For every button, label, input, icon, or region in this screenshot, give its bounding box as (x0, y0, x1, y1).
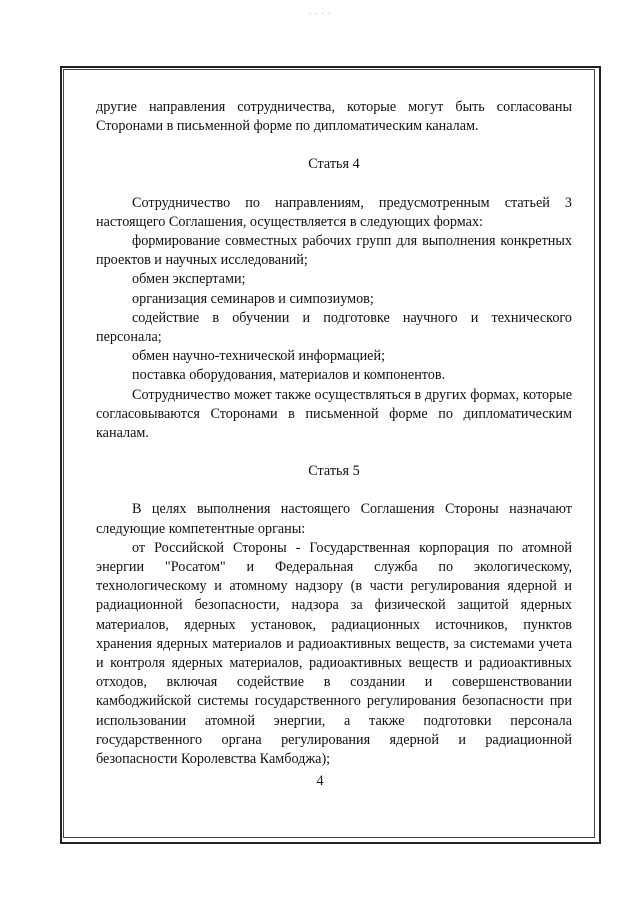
article-4-closing: Сотрудничество может также осуществляться в других формах, которые согласовываются Сторонами в письменной форме по дипломатическим каналам. (96, 386, 572, 442)
article-5-heading: Статья 5 (308, 463, 360, 480)
article-4-item: формирование совместных рабочих групп для выполнения конкретных проектов и научных исследований; (96, 233, 572, 269)
paragraph-continuation: другие направления сотрудничества, которые могут быть согласованы Сторонами в письменной форме по дипломатическим каналам. (96, 99, 572, 135)
top-page-mark: . . . . (308, 6, 332, 16)
page-number: 4 (316, 773, 324, 789)
document-body (96, 98, 572, 769)
article-4-item: организация семинаров и симпозиумов; (132, 290, 374, 307)
article-5-intro: В целях выполнения настоящего Соглашения Стороны назначают следующие компетентные органы: (96, 501, 572, 537)
article-5-item-russia: от Российской Стороны - Государственная корпорация по атомной энергии "Росатом" и Федеральная служба по экологическому, технологическому и атомному надзору (в части регулирования ядерной и радиационной безопасности, надзора за физической защитой ядерных материалов, ядерных установок, радиационных источников, пунктов хранения ядерных материалов и радиоактивных веществ, за системами учета и контроля ядерных материалов, радиоактивных веществ и радиоактивных отходов, включая содействие в создании и совершенствовании камбоджийской системы государственного регулирования безопасности при использовании атомной энергии, а также подготовки персонала государственного органа регулирования ядерной и радиационной безопасности Королевства Камбоджа); (96, 539, 572, 768)
article-4-item: поставка оборудования, материалов и компонентов. (132, 367, 446, 384)
article-4-item: обмен экспертами; (132, 271, 246, 288)
article-4-heading: Статья 4 (308, 156, 360, 173)
article-4-intro: Сотрудничество по направлениям, предусмотренным статьей 3 настоящего Соглашения, осуществляется в следующих формах: (96, 194, 572, 230)
article-4-item: обмен научно-технической информацией; (132, 348, 386, 365)
article-4-item: содействие в обучении и подготовке научного и технического персонала; (96, 309, 572, 346)
